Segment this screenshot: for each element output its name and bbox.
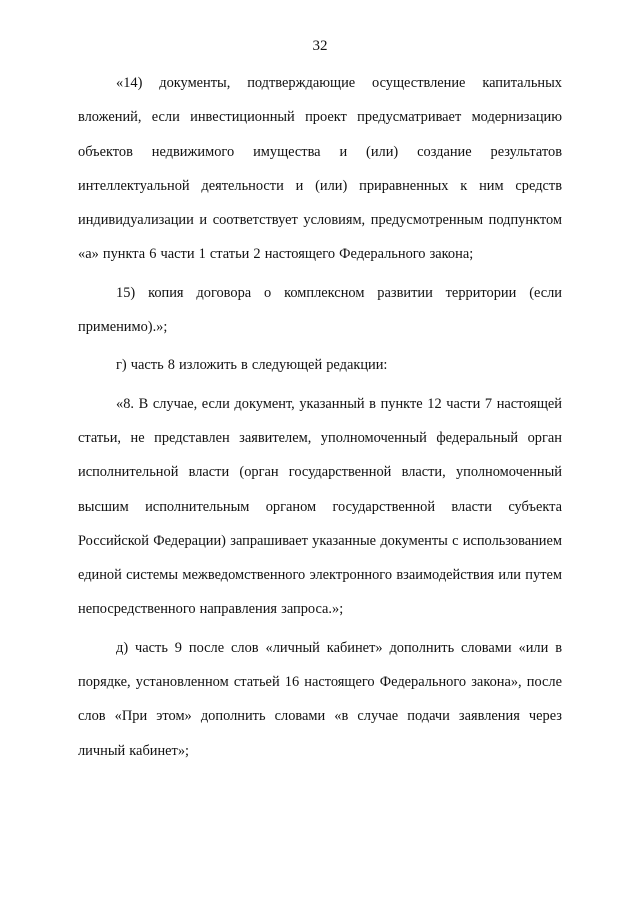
paragraph-item-15: 15) копия договора о комплексном развитии территории (если применимо).»;	[78, 284, 562, 336]
paragraph-item-14: «14) документы, подтверждающие осуществление капитальных вложений, если инвестиционный проект предусматривает модернизацию объектов недвижимого имущества и (или) создание результатов интеллектуальной деятельности и (или) приравненных к ним средств индивидуализации и соответствует условиям, предусмотренным подпунктом «а» пункта 6 части 1 статьи 2 настоящего Федерального закона;	[78, 75, 562, 263]
paragraph-part-8-text: «8. В случае, если документ, указанный в пункте 12 части 7 настоящей статьи, не представлен заявителем, уполномоченный федеральный орган исполнительной власти (орган государственной власти, уполномоченный высшим исполнительным органом государственной власти субъекта Российской Федерации) запрашивает указанные документы с использованием единой системы межведомственного электронного взаимодействия или путем непосредственного направления запроса.»;	[78, 395, 562, 618]
page-number: 32	[312, 38, 328, 54]
paragraph-part-8-amendment: г) часть 8 изложить в следующей редакции:	[116, 357, 388, 374]
paragraph-part-9-amendment: д) часть 9 после слов «личный кабинет» дополнить словами «или в порядке, установленном статьей 16 настоящего Федерального закона», после слов «При этом» дополнить словами «в случае подачи заявления через личный кабинет»;	[78, 639, 562, 759]
document-body	[78, 66, 562, 772]
